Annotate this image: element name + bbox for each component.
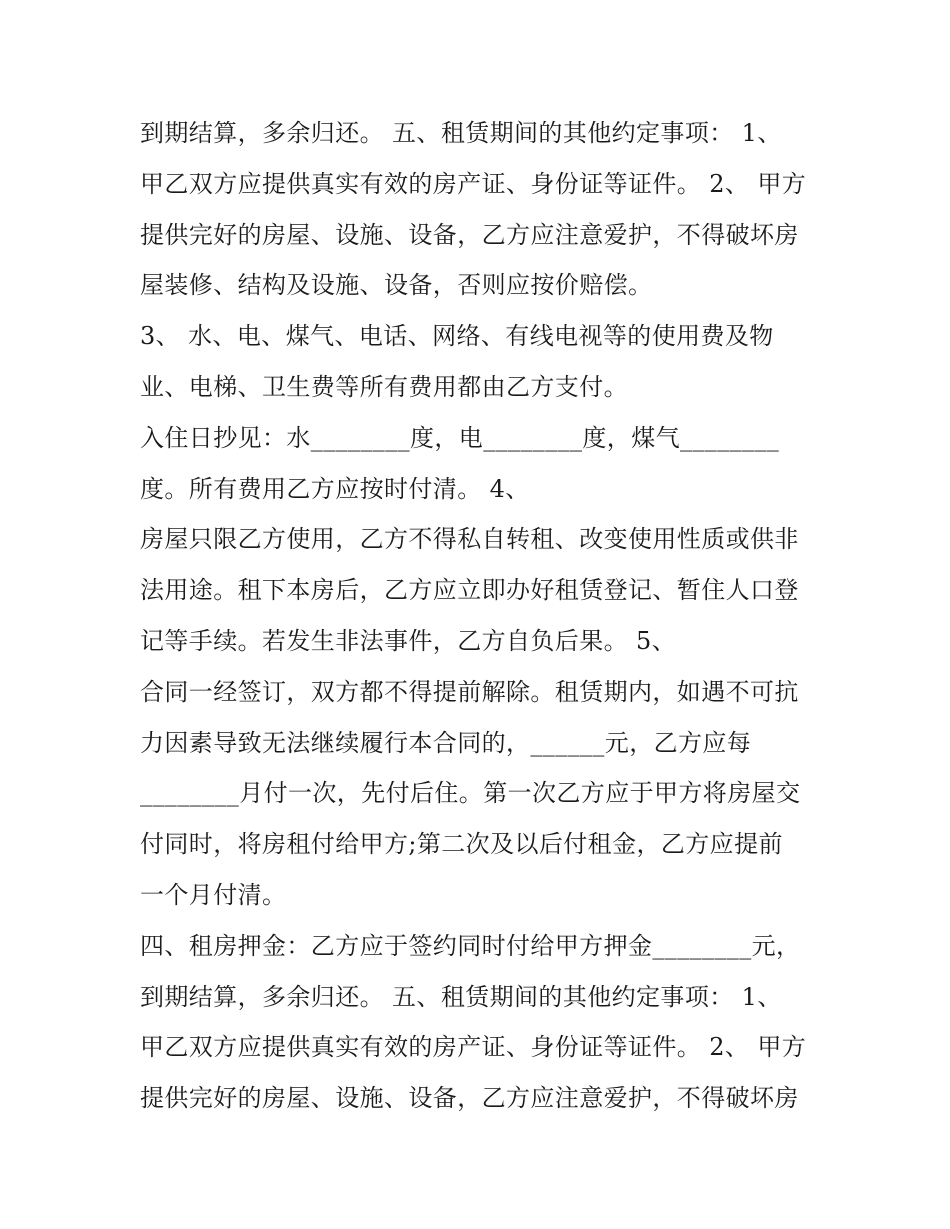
text-line: 甲乙双方应提供真实有效的房产证、身份证等证件。 2、 甲方 <box>140 1033 807 1062</box>
text-line: 付同时，将房租付给甲方;第二次及以后付租金，乙方应提前 <box>140 830 783 859</box>
text-line: 记等手续。若发生非法事件，乙方自负后果。 5、 <box>140 626 677 655</box>
document-body <box>140 108 820 1124</box>
text-line: 提供完好的房屋、设施、设备，乙方应注意爱护，不得破坏房 <box>140 220 799 249</box>
text-line: 房屋只限乙方使用，乙方不得私自转租、改变使用性质或供非 <box>140 525 799 554</box>
text-line: 法用途。租下本房后，乙方应立即办好租赁登记、暂住人口登 <box>140 576 799 605</box>
text-line: 四、租房押金：乙方应于签约同时付给甲方押金________元， <box>140 931 801 960</box>
text-line: 业、电梯、卫生费等所有费用都由乙方支付。 <box>140 372 628 401</box>
text-line: 度。所有费用乙方应按时付清。 4、 <box>140 474 530 503</box>
text-line: 提供完好的房屋、设施、设备，乙方应注意爱护，不得破坏房 <box>140 1084 799 1113</box>
text-line: 屋装修、结构及设施、设备，否则应按价赔偿。 <box>140 271 653 300</box>
text-line: 力因素导致无法继续履行本合同的，______元，乙方应每 <box>140 728 752 757</box>
text-line: ________月付一次，先付后住。第一次乙方应于甲方将房屋交 <box>140 779 801 808</box>
text-line: 3、 水、电、煤气、电话、网络、有线电视等的使用费及物 <box>140 322 774 351</box>
text-line: 甲乙双方应提供真实有效的房产证、身份证等证件。 2、 甲方 <box>140 169 807 198</box>
text-line: 合同一经签订，双方都不得提前解除。租赁期内，如遇不可抗 <box>140 677 799 706</box>
text-line: 一个月付清。 <box>140 880 287 909</box>
text-line: 到期结算，多余归还。 五、租赁期间的其他约定事项： 1、 <box>140 119 782 147</box>
text-line: 入住日抄见：水________度，电________度，煤气________ <box>140 423 780 452</box>
text-line: 到期结算，多余归还。 五、租赁期间的其他约定事项： 1、 <box>140 982 782 1011</box>
